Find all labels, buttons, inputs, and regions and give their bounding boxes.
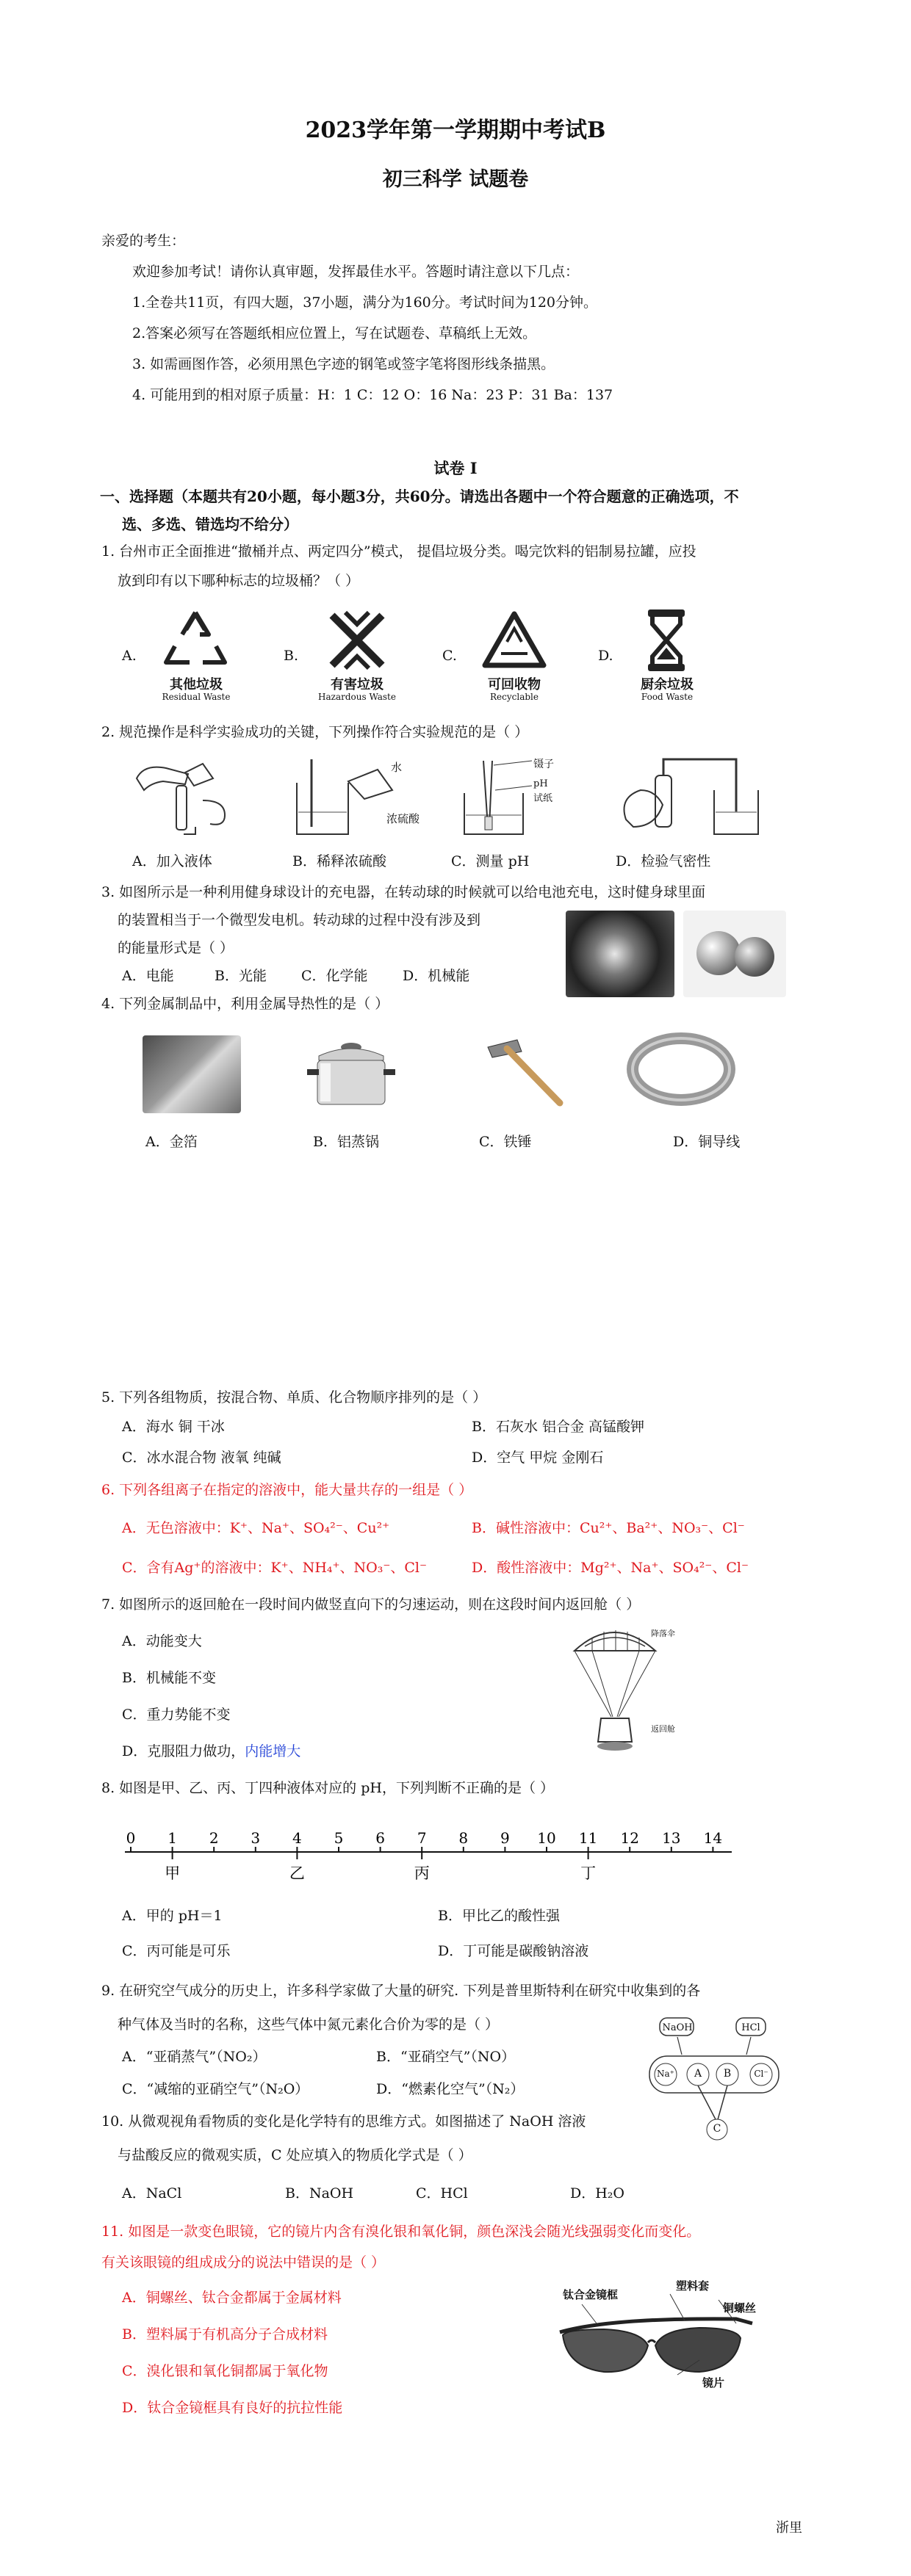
ph-tick-label: 8: [458, 1829, 469, 1847]
q2-option-c: C．测量 pH: [451, 853, 530, 869]
q2-option-a: A．加入液体: [132, 853, 212, 869]
notes-item-1: 1.全卷共11页，有四大题，37小题，满分为160分。考试时间为120分钟。: [132, 294, 598, 311]
q5-option-b: B．石灰水 铝合金 高锰酸钾: [472, 1419, 645, 1435]
q6-option-c-ions: K⁺、NH₄⁺、NO₃⁻、Cl⁻: [270, 1560, 428, 1576]
q6-option-a: [122, 1520, 389, 1536]
ph-tick-label: 14: [703, 1829, 723, 1847]
q10-label-naoh: NaOH: [662, 2022, 693, 2033]
q11-label-screw: 铜螺丝: [723, 2301, 757, 2315]
q1-option-a-en: Residual Waste: [162, 692, 231, 702]
q1-option-b-en: Hazardous Waste: [318, 692, 396, 702]
q9-option-d: D．“燃素化空气”（N₂）: [376, 2081, 525, 2097]
ph-tick-label: 10: [537, 1829, 556, 1847]
q10-option-d: D．H₂O: [570, 2185, 624, 2201]
q2-figure-b-dilute-acid: [282, 753, 407, 840]
q4-option-b: B．铝蒸锅: [313, 1134, 379, 1150]
q3-option-b: B．光能: [215, 968, 267, 984]
q1-stem-line2: 放到印有以下哪种标志的垃圾桶？（ ）: [118, 573, 360, 589]
q8-option-d: D．丁可能是碳酸钠溶液: [438, 1943, 589, 1959]
q8-ph-scale: [118, 1818, 742, 1886]
q7-figure-return-capsule: [570, 1621, 680, 1758]
q7-stem: 7. 如图所示的返回舱在一段时间内做竖直向下的匀速运动，则在这段时间内返回舱（ ）: [101, 1596, 641, 1613]
q1-option-d-letter: D.: [598, 648, 613, 664]
q10-label-c: C: [713, 2123, 721, 2135]
q11-stem-line2: 有关该眼镜的组成成分的说法中错误的是（ ）: [101, 2254, 386, 2271]
ph-mark-label: 甲: [165, 1864, 181, 1882]
food-waste-icon: [641, 607, 692, 674]
exam-subtitle: 初三科学 试题卷: [382, 168, 529, 191]
q9-option-a: A．“亚硝蒸气”（NO₂）: [122, 2049, 267, 2065]
q5-option-c: C．冰水混合物 液氧 纯碱: [122, 1450, 281, 1466]
q10-option-a: A．NaCl: [122, 2185, 182, 2201]
q9-option-c: C．“减缩的亚硝空气”（N₂O）: [122, 2081, 309, 2097]
q10-option-c: C．HCl: [416, 2185, 468, 2201]
q2-option-d: D．检验气密性: [616, 853, 711, 869]
q1-option-c-cn: 可回收物: [488, 677, 541, 692]
q1-option-d-cn: 厨余垃圾: [641, 677, 694, 692]
notes-salutation: 亲爱的考生：: [101, 233, 186, 249]
q6-option-b-prefix: B．碱性溶液中：: [472, 1520, 580, 1536]
q10-label-a: A: [694, 2068, 702, 2080]
q1-option-d-en: Food Waste: [641, 692, 694, 702]
q4-photo-copper-wire: [626, 1027, 736, 1113]
q11-label-lens: 镜片: [702, 2376, 725, 2389]
section1-heading-line1: 一、选择题（本题共有20小题，每小题3分，共60分。请选出各题中一个符合题意的正确选项，不: [100, 488, 739, 505]
ph-mark-label: 乙: [289, 1864, 305, 1882]
q4-option-d: D．铜导线: [673, 1134, 741, 1150]
ph-tick-label: 0: [126, 1829, 136, 1847]
q4-stem: 4. 下列金属制品中，利用金属导热性的是（ ）: [101, 996, 389, 1012]
q4-photo-gold-foil: [143, 1035, 241, 1113]
ph-mark-label: 丁: [580, 1864, 597, 1882]
q9-stem-line1: 9. 在研究空气成分的历史上，许多科学家做了大量的研究. 下列是普里斯特利在研究中收集到的各: [101, 1983, 701, 1999]
ph-tick-label: 2: [209, 1829, 219, 1847]
q6-option-c: [122, 1560, 427, 1576]
ph-tick-label: 3: [251, 1829, 261, 1847]
residual-waste-icon: [160, 608, 231, 674]
hazardous-waste-icon: [323, 607, 391, 674]
q2-label-ph-line2: 试纸: [533, 793, 553, 804]
q11-option-c: C．溴化银和氧化铜都属于氧化物: [122, 2363, 328, 2379]
q3-photo-ball-in-hand: [566, 911, 674, 997]
ph-tick-label: 13: [662, 1829, 681, 1847]
q3-photo-fitness-balls: [683, 911, 786, 997]
q1-option-a-cn: 其他垃圾: [170, 677, 223, 692]
ph-tick-label: 11: [578, 1829, 598, 1847]
q5-option-a: A．海水 铜 干冰: [122, 1419, 225, 1435]
q6-stem: 6. 下列各组离子在指定的溶液中，能大量共存的一组是（ ）: [101, 1482, 473, 1498]
section1-heading-line2: 选、多选、错选均不给分）: [122, 515, 298, 533]
part-title: 试卷 I: [433, 459, 478, 477]
q2-label-acid: 浓硫酸: [386, 812, 420, 825]
q10-label-na: Na⁺: [657, 2069, 674, 2079]
ph-mark-label: 丙: [414, 1864, 430, 1882]
ph-tick-label: 4: [292, 1829, 302, 1847]
q8-option-a: A．甲的 pH＝1: [122, 1908, 223, 1924]
q1-stem-line1: 1. 台州市正全面推进“撤桶并点、两定四分”模式， 提倡垃圾分类。喝完饮料的铝制易拉罐，应投: [101, 543, 696, 560]
q1-option-b-letter: B.: [284, 648, 299, 664]
q6-option-c-prefix: C．含有: [122, 1560, 175, 1576]
q11-option-a: A．铜螺丝、钛合金都属于金属材料: [122, 2290, 342, 2306]
q2-label-ph-line1: pH: [533, 778, 548, 789]
q6-option-c-ag: Ag⁺: [174, 1560, 201, 1576]
ph-tick-label: 1: [168, 1829, 177, 1847]
q3-option-a: A．电能: [122, 968, 174, 984]
q7-option-d-highlight: 内能增大: [245, 1743, 301, 1759]
q7-label-capsule: 返回舱: [651, 1724, 675, 1734]
q5-option-d: D．空气 甲烷 金刚石: [472, 1450, 604, 1466]
q6-option-b: [472, 1520, 745, 1536]
q10-option-b: B．NaOH: [285, 2185, 354, 2201]
notes-item-2: 2.答案必须写在答题纸相应位置上，写在试题卷、草稿纸上无效。: [132, 325, 537, 341]
q6-option-c-mid: 的溶液中：: [201, 1560, 271, 1576]
q1-option-a-letter: A.: [122, 648, 137, 664]
q3-stem-line1: 3. 如图所示是一种利用健身球设计的充电器，在转动球的时候就可以给电池充电，这时健身球里面: [101, 884, 706, 900]
notes-item-3: 3. 如需画图作答，必须用黑色字迹的钢笔或签字笔将图形线条描黑。: [132, 356, 555, 372]
ph-tick-label: 12: [620, 1829, 639, 1847]
page-footer: 浙里: [776, 2520, 802, 2536]
q6-option-d-prefix: D．酸性溶液中：: [472, 1560, 581, 1576]
q4-option-c: C．铁锤: [479, 1134, 532, 1150]
q2-figure-a-add-liquid: [122, 756, 240, 837]
q6-option-b-ions: Cu²⁺、Ba²⁺、NO₃⁻、Cl⁻: [579, 1520, 745, 1536]
q2-label-tweezers: 镊子: [533, 759, 554, 770]
q10-stem-line2: 与盐酸反应的微观实质，C 处应填入的物质化学式是（ ）: [118, 2147, 472, 2163]
q4-photo-aluminum-steamer: [304, 1031, 398, 1118]
q1-option-b-cn: 有害垃圾: [331, 677, 384, 692]
q11-option-d: D．钛合金镜框具有良好的抗拉性能: [122, 2400, 343, 2416]
q3-stem-line3: 的能量形式是（ ）: [118, 940, 234, 956]
q9-option-b: B．“亚硝空气”（NO）: [376, 2049, 516, 2065]
q6-option-a-ions: K⁺、Na⁺、SO₄²⁻、Cu²⁺: [229, 1520, 390, 1536]
q1-option-c-en: Recyclable: [490, 692, 539, 702]
q4-photo-iron-hammer: [478, 1032, 572, 1113]
q2-option-b: B．稀释浓硫酸: [292, 853, 386, 869]
q11-option-b: B．塑料属于有机高分子合成材料: [122, 2326, 328, 2342]
q8-option-c: C．丙可能是可乐: [122, 1943, 231, 1959]
q10-label-hcl: HCl: [741, 2022, 760, 2033]
q6-option-d-ions: Mg²⁺、Na⁺、SO₄²⁻、Cl⁻: [580, 1560, 749, 1576]
q2-figure-d-airtight-check: [611, 753, 773, 840]
q2-stem: 2. 规范操作是科学实验成功的关键，下列操作符合实验规范的是（ ）: [101, 724, 529, 740]
q4-option-a: A．金箔: [145, 1134, 198, 1150]
notes-intro: 欢迎参加考试！请你认真审题，发挥最佳水平。答题时请注意以下几点：: [132, 264, 580, 280]
q11-label-frame: 钛合金镜框: [563, 2288, 619, 2301]
q6-option-a-prefix: A．无色溶液中：: [122, 1520, 230, 1536]
q3-option-c: C．化学能: [301, 968, 368, 984]
ph-tick-label: 6: [375, 1829, 385, 1847]
q3-option-d: D．机械能: [403, 968, 470, 984]
q10-label-b: B: [723, 2068, 732, 2080]
q7-option-b: B．机械能不变: [122, 1670, 216, 1686]
q7-option-a: A．动能变大: [122, 1633, 202, 1649]
recyclable-icon: [479, 608, 550, 674]
ph-tick-label: 7: [417, 1829, 427, 1847]
notes-item-4: 4. 可能用到的相对原子质量：H：1 C：12 O：16 Na：23 P：31 Ba：137: [132, 387, 613, 403]
q10-stem-line1: 10. 从微观视角看物质的变化是化学特有的思维方式。如图描述了 NaOH 溶液: [101, 2113, 586, 2130]
q7-option-c: C．重力势能不变: [122, 1707, 231, 1723]
ph-tick-label: 5: [334, 1829, 344, 1847]
q3-stem-line2: 的装置相当于一个微型发电机。转动球的过程中没有涉及到: [118, 912, 481, 928]
q2-label-water: 水: [391, 761, 403, 774]
q9-stem-line2: 种气体及当时的名称，这些气体中氮元素化合价为零的是（ ）: [118, 2016, 500, 2033]
q10-label-cl: Cl⁻: [754, 2069, 768, 2079]
q11-stem-line1: 11. 如图是一款变色眼镜，它的镜片内含有溴化银和氧化铜，颜色深浅会随光线强弱变化而变化。: [101, 2224, 701, 2240]
q8-option-b: B．甲比乙的酸性强: [438, 1908, 560, 1924]
ph-tick-label: 9: [500, 1829, 510, 1847]
q6-option-d: [472, 1560, 749, 1576]
q1-option-c-letter: C.: [442, 648, 457, 664]
q5-stem: 5. 下列各组物质，按混合物、单质、化合物顺序排列的是（ ）: [101, 1389, 487, 1405]
q11-label-sleeve: 塑料套: [676, 2279, 710, 2293]
q7-option-d-prefix: D．克服阻力做功，: [122, 1743, 245, 1759]
q7-option-d: [122, 1743, 300, 1759]
q7-label-parachute: 降落伞: [651, 1629, 675, 1638]
q8-stem: 8. 如图是甲、乙、丙、丁四种液体对应的 pH，下列判断不正确的是（ ）: [101, 1780, 554, 1796]
exam-title: 2023学年第一学期期中考试B: [305, 117, 606, 143]
